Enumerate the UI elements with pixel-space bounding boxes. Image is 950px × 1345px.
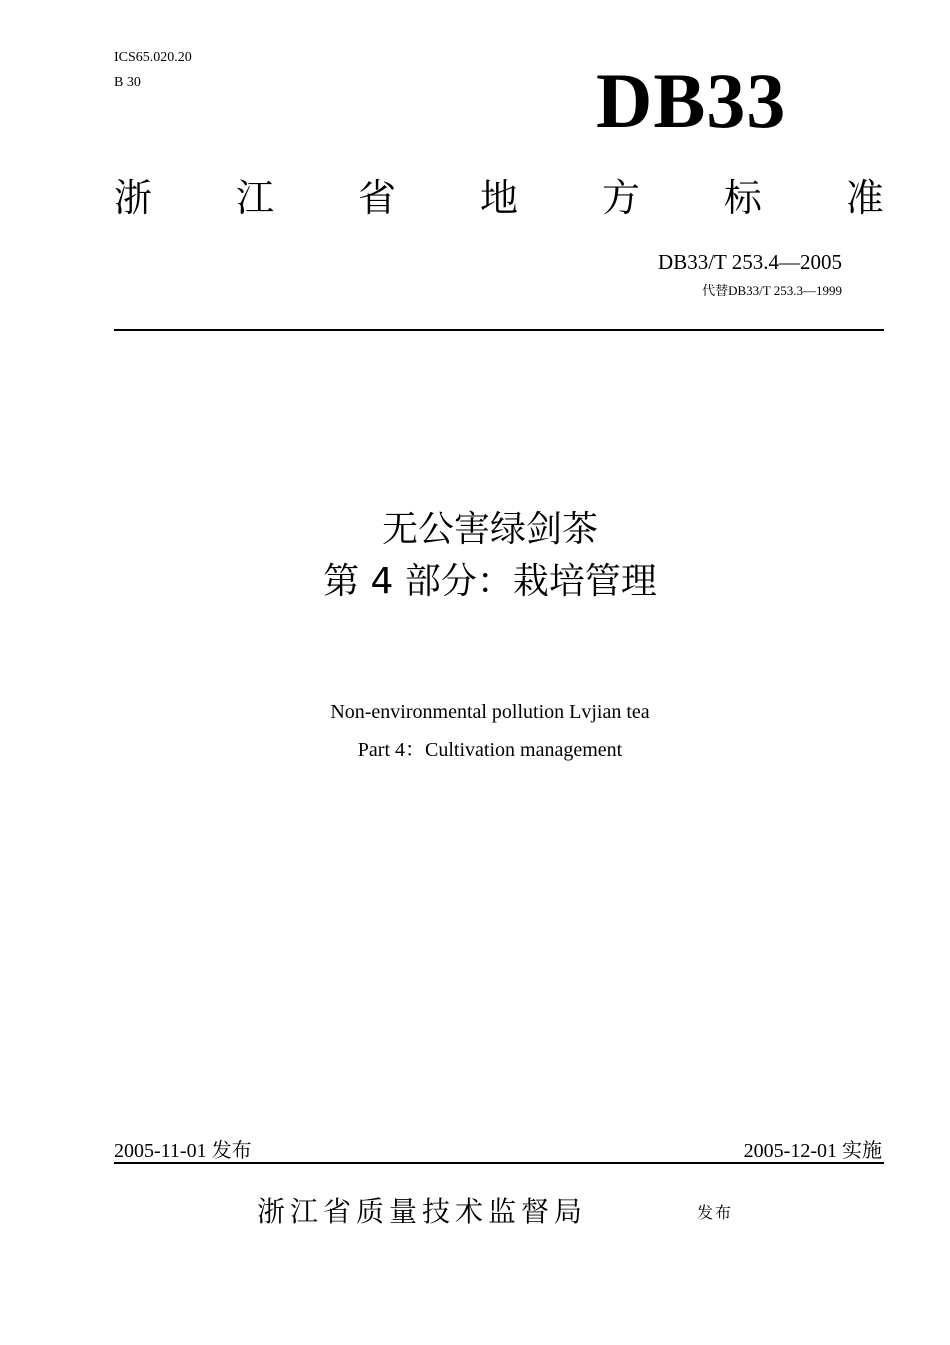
issue-date: 2005-11-01 发布 <box>114 1140 252 1162</box>
standard-type-char: 标 <box>723 176 762 220</box>
replaces-standard: 代替DB33/T 253.3—1999 <box>702 283 842 298</box>
title-cn-main: 无公害绿剑茶 <box>381 509 598 550</box>
issuer-suffix: 发布 <box>697 1203 734 1222</box>
title-en-main: Non-environmental pollution Lvjian tea <box>330 701 650 723</box>
standard-type-char: 省 <box>357 176 396 220</box>
standard-type <box>114 176 884 222</box>
header-divider <box>114 329 884 331</box>
ics-code: ICS65.020.20 <box>114 50 192 65</box>
title-en-part: Part 4：Cultivation management <box>357 739 623 761</box>
standard-type-char: 浙 <box>114 176 153 220</box>
implementation-date: 2005-12-01 实施 <box>743 1140 882 1162</box>
standard-type-char: 地 <box>479 176 518 220</box>
title-cn-part: 第 4 部分：栽培管理 <box>323 561 657 602</box>
standard-type-char: 江 <box>235 176 274 220</box>
issuer-name: 浙江省质量技术监督局 <box>257 1195 588 1228</box>
standard-number: DB33/T 253.4—2005 <box>658 250 842 274</box>
standard-logo: DB33 <box>596 57 787 144</box>
standard-type-char: 方 <box>601 176 640 220</box>
ccs-code: B 30 <box>114 75 141 90</box>
standard-type-char: 准 <box>845 176 884 220</box>
footer-divider <box>114 1162 884 1164</box>
